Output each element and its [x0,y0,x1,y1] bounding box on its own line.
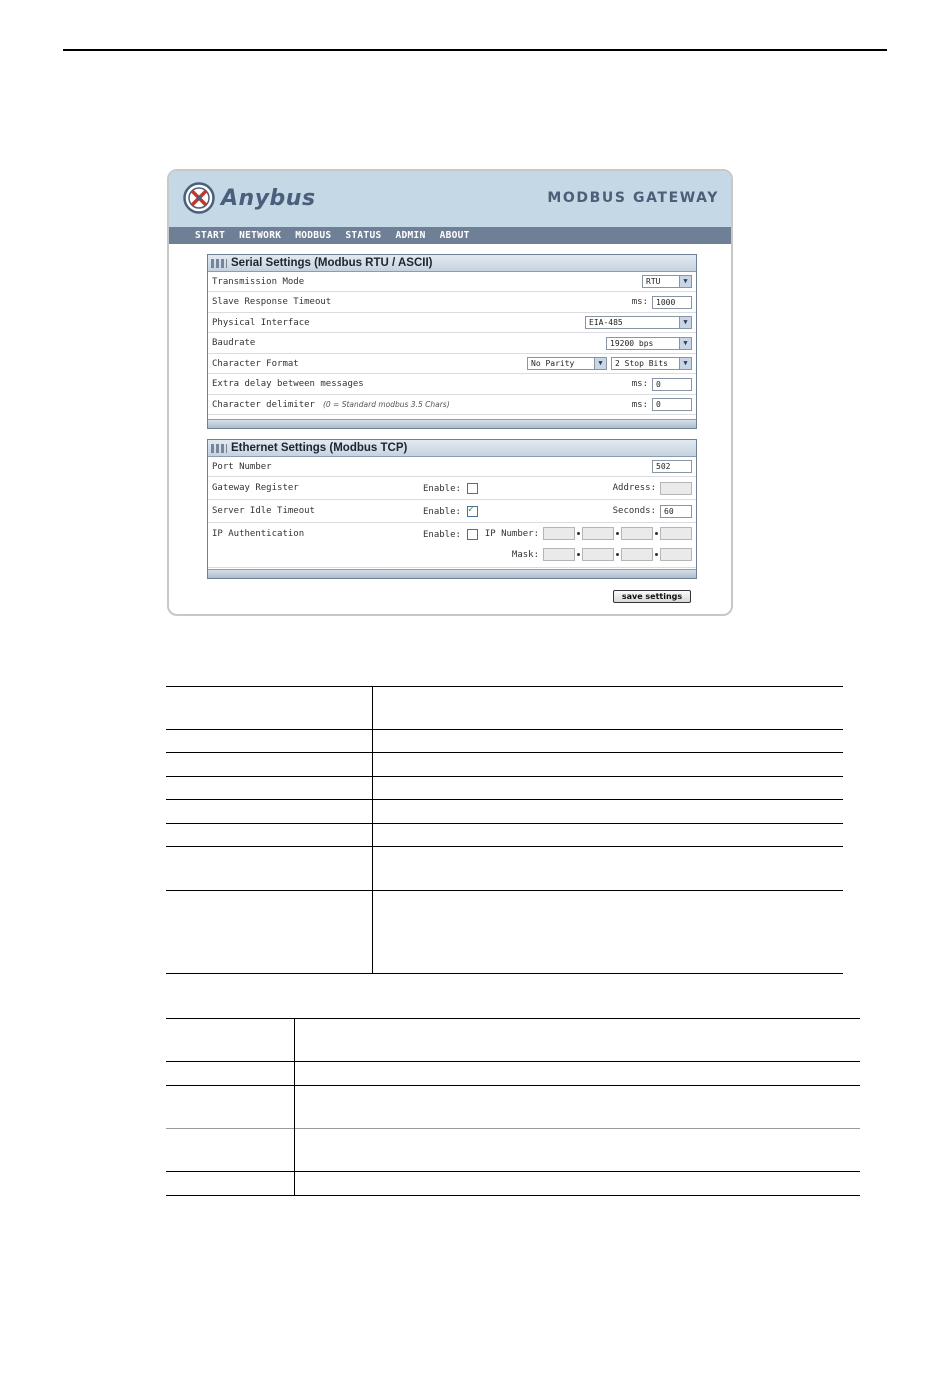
nav-modbus[interactable]: MODBUS [295,230,332,241]
table-2-top-rule [166,1018,860,1019]
extra-delay-row [208,374,696,395]
gateway-title: MODBUS GATEWAY [547,190,719,206]
server-idle-timeout-seconds-input[interactable]: 60 [660,505,692,518]
physical-interface-select[interactable] [585,316,692,329]
server-idle-timeout-seconds-label: Seconds: [612,506,656,516]
transmission-mode-value: RTU [646,277,661,286]
baudrate-label: Baudrate [212,338,256,348]
chevron-down-icon: ▼ [679,338,691,349]
ip-authentication-row [208,523,696,568]
mask-separator-dot [577,553,580,556]
anybus-logo [183,182,316,214]
baudrate-row [208,333,696,354]
table-2-bottom-rule [166,1195,860,1196]
page-top-rule [63,49,887,51]
chevron-down-icon: ▼ [679,317,691,328]
table-2-row-rule [166,1128,860,1129]
port-number-input[interactable]: 502 [652,460,692,473]
mask-octet-3-input[interactable] [621,548,653,561]
table-1-row-rule [166,752,843,753]
ip-octet-1-input[interactable] [543,527,575,540]
ip-authentication-checkbox[interactable] [467,529,478,540]
slave-timeout-row [208,292,696,313]
ethernet-settings-footer [208,569,696,578]
baudrate-value: 19200 bps [610,338,654,348]
table-1-header-rule [166,729,843,730]
grip-icon [211,259,227,268]
port-number-row [208,457,696,477]
chevron-down-icon: ▼ [679,276,691,287]
ethernet-settings-header [208,440,696,457]
ip-authentication-enable-label: Enable: [423,529,461,540]
gateway-register-label: Gateway Register [212,483,299,493]
transmission-mode-select[interactable] [642,275,692,288]
ethernet-settings-panel [207,439,697,579]
nav-start[interactable]: START [195,230,226,241]
mask-octet-4-input[interactable] [660,548,692,561]
serial-settings-panel [207,254,697,429]
ip-separator-dot [655,532,658,535]
physical-interface-row [208,313,696,333]
ip-octet-2-input[interactable] [582,527,614,540]
table-2-column-divider [294,1018,295,1196]
nav-status[interactable]: STATUS [345,230,382,241]
table-1-row-rule [166,776,843,777]
server-idle-timeout-checkbox[interactable] [467,506,478,517]
grip-icon [211,444,227,453]
serial-settings-title: Serial Settings (Modbus RTU / ASCII) [231,257,433,269]
ethernet-settings-title: Ethernet Settings (Modbus TCP) [231,442,408,454]
character-format-row [208,354,696,374]
table-1-row-rule [166,823,843,824]
mask-octet-1-input[interactable] [543,548,575,561]
gateway-register-address-label: Address: [612,483,656,493]
physical-interface-label: Physical Interface [212,317,310,328]
extra-delay-unit: ms: [631,379,648,389]
extra-delay-input[interactable]: 0 [652,378,692,391]
ip-octet-3-input[interactable] [621,527,653,540]
character-format-label: Character Format [212,358,299,369]
ip-authentication-label: IP Authentication [212,529,305,539]
char-delimiter-row [208,395,696,415]
ip-number-label: IP Number: [484,528,539,539]
table-2-row-rule [166,1171,860,1172]
table-2-row-rule [166,1085,860,1086]
mask-group [512,548,692,561]
table-1-row-rule [166,846,843,847]
server-idle-timeout-enable-label: Enable: [423,506,461,517]
slave-timeout-unit: ms: [631,297,648,307]
table-2-header-rule [166,1061,860,1062]
transmission-mode-label: Transmission Mode [212,276,305,287]
slave-timeout-input[interactable]: 1000 [652,296,692,309]
nav-admin[interactable]: ADMIN [395,230,426,241]
stop-bits-value: 2 Stop Bits [615,359,668,368]
physical-interface-value: EIA-485 [589,318,623,327]
save-settings-button[interactable]: save settings [613,590,691,603]
char-delimiter-label: Character delimiter [212,399,315,410]
transmission-mode-row [208,272,696,292]
mask-label: Mask: [511,549,539,560]
extra-delay-label: Extra delay between messages [212,379,364,389]
anybus-logo-icon [183,182,215,214]
parity-select[interactable] [527,357,607,370]
brand-name: Anybus [221,185,316,211]
server-idle-timeout-label: Server Idle Timeout [212,506,315,516]
mask-octet-2-input[interactable] [582,548,614,561]
chevron-down-icon: ▼ [594,358,606,369]
mask-separator-dot [616,553,619,556]
serial-settings-header [208,255,696,272]
parity-value: No Parity [531,359,575,368]
char-delimiter-input[interactable]: 0 [652,398,692,411]
table-1-row-rule [166,799,843,800]
serial-settings-footer [208,419,696,428]
server-idle-timeout-row [208,500,696,523]
nav-about[interactable]: ABOUT [439,230,470,241]
chevron-down-icon: ▼ [679,358,691,369]
gateway-window [167,169,733,616]
baudrate-select[interactable] [606,337,692,350]
stop-bits-select[interactable] [611,357,692,370]
gateway-register-address-input[interactable] [660,482,692,495]
port-number-label: Port Number [212,461,272,472]
slave-timeout-label: Slave Response Timeout [212,297,332,307]
ip-separator-dot [577,532,580,535]
mask-separator-dot [655,553,658,556]
ip-number-group [485,527,692,540]
nav-network[interactable]: NETWORK [239,230,282,241]
gateway-register-enable-label: Enable: [423,483,461,494]
table-1-row-rule [166,890,843,891]
gateway-register-checkbox[interactable] [467,483,478,494]
table-1-bottom-rule [166,973,843,974]
ip-octet-4-input[interactable] [660,527,692,540]
top-nav [169,227,731,244]
char-delimiter-note: (0 = Standard modbus 3.5 Chars) [322,400,450,409]
table-1-top-rule [166,686,843,687]
table-1-column-divider [372,686,373,974]
gateway-header [169,171,731,227]
char-delimiter-unit: ms: [631,399,648,410]
ip-separator-dot [616,532,619,535]
gateway-register-row [208,477,696,500]
